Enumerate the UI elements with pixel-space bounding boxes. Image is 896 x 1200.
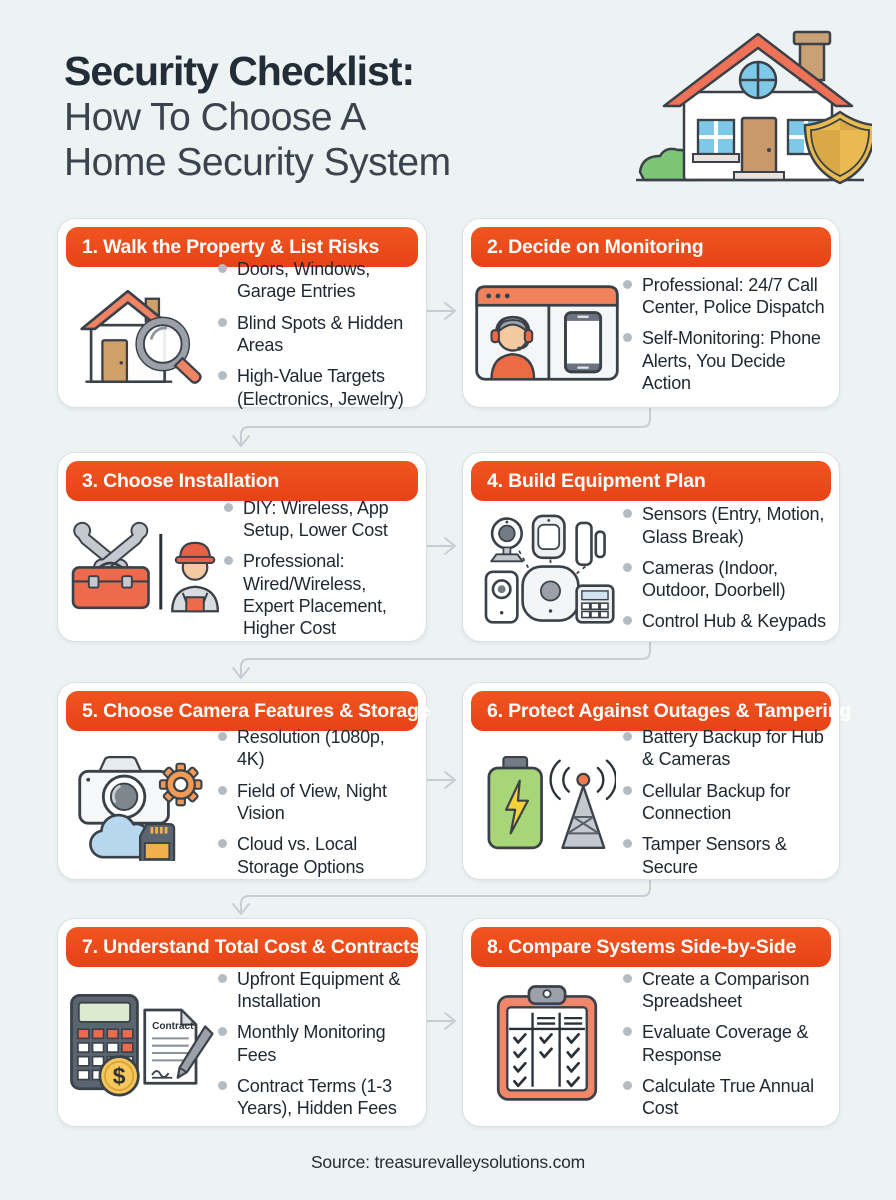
bullet-text: Doors, Windows, Garage Entries [237, 259, 371, 302]
bullet-text: Tamper Sensors & Secure [642, 834, 787, 877]
bullet-text: Contract Terms (1-3 Years), Hidden Fees [237, 1075, 397, 1119]
svg-text:$: $ [112, 1062, 126, 1089]
page-title [64, 48, 451, 186]
list-item [623, 610, 827, 632]
list-item [623, 557, 827, 602]
bullet-text: Professional: Wired/Wireless, Expert Placement, Higher Cost [243, 551, 387, 639]
list-item [218, 365, 414, 410]
bullet-text: Resolution (1080p, 4K) [237, 727, 385, 770]
list-item [218, 780, 414, 825]
card-7-title: 7. Understand Total Cost & Contracts [82, 935, 421, 958]
title-line-1: Security Checklist: [64, 48, 415, 94]
list-item [218, 726, 414, 771]
card-6-bullets [623, 726, 831, 878]
list-item [623, 726, 827, 771]
list-item [623, 1021, 827, 1066]
bullet-dot [218, 1081, 227, 1090]
battery-cell-tower-icon [471, 748, 623, 857]
bullet-dot [218, 371, 227, 380]
card-7-bullets [218, 968, 418, 1120]
bullet-text: Cellular Backup for Connection [642, 780, 791, 823]
step-card-7 [57, 918, 427, 1127]
list-item [218, 968, 414, 1013]
bullet-dot [623, 280, 632, 289]
list-item [218, 258, 414, 303]
monitoring-call-center-icon [471, 283, 623, 385]
card-2-header [471, 227, 831, 267]
title-line-3: Home Security System [64, 141, 451, 185]
title-line-2: How To Choose A [64, 95, 366, 139]
bullet-dot [218, 318, 227, 327]
bullet-text: Upfront Equipment & Installation [237, 968, 401, 1011]
step-card-4 [462, 452, 840, 642]
bullet-dot [623, 974, 632, 983]
bullet-text: Blind Spots & Hidden Areas [237, 312, 404, 355]
bullet-text: High-Value Targets (Electronics, Jewelry) [237, 366, 404, 409]
bullet-dot [623, 732, 632, 741]
card-5-title: 5. Choose Camera Features & Storage [82, 699, 430, 722]
card-6-title: 6. Protect Against Outages & Tampering [487, 699, 852, 722]
bullet-dot [623, 616, 632, 625]
bullet-dot [224, 556, 233, 565]
card-4-header [471, 461, 831, 501]
bullet-dot [218, 839, 227, 848]
bullet-text: Battery Backup for Hub & Cameras [642, 727, 824, 770]
bullet-dot [623, 1027, 632, 1036]
bullet-dot [623, 333, 632, 342]
bullet-text: Monthly Monitoring Fees [237, 1022, 386, 1065]
bullet-dot [623, 509, 632, 518]
card-5-bullets [218, 726, 418, 878]
card-4-title: 4. Build Equipment Plan [487, 469, 706, 492]
list-item [218, 312, 414, 357]
bullet-dot [623, 839, 632, 848]
card-3-header [66, 461, 418, 501]
bullet-dot [218, 786, 227, 795]
bullet-dot [218, 732, 227, 741]
bullet-text: Create a Comparison Spreadsheet [642, 968, 810, 1011]
svg-text:Contract: Contract [152, 1020, 194, 1032]
bullet-dot [218, 264, 227, 273]
card-7-header [66, 927, 421, 967]
bullet-text: Professional: 24/7 Call Center, Police Dispatch [642, 274, 825, 318]
card-8-bullets [623, 968, 831, 1120]
house-with-shield-illustration [622, 20, 872, 192]
card-2-title: 2. Decide on Monitoring [487, 235, 704, 258]
bullet-text: Field of View, Night Vision [237, 780, 387, 823]
bullet-dot [224, 503, 233, 512]
card-6-header [471, 691, 852, 731]
list-item [218, 1021, 414, 1066]
card-3-title: 3. Choose Installation [82, 469, 280, 492]
card-4-bullets [623, 503, 831, 633]
bullet-dot [623, 1081, 632, 1090]
card-8-header [471, 927, 831, 967]
security-devices-icon [471, 509, 623, 627]
card-1-bullets [218, 258, 418, 410]
step-card-6 [462, 682, 852, 880]
step-card-3 [57, 452, 427, 642]
source-credit: Source: treasurevalleysolutions.com [310, 1152, 586, 1172]
card-2-bullets [623, 274, 831, 395]
list-item [623, 274, 827, 319]
calculator-contract-icon [66, 988, 218, 1100]
bullet-dot [218, 974, 227, 983]
bullet-text: Cameras (Indoor, Outdoor, Doorbell) [642, 557, 786, 601]
card-5-header [66, 691, 430, 731]
list-item [623, 503, 827, 548]
card-1-title: 1. Walk the Property & List Risks [82, 235, 380, 258]
list-item [224, 497, 414, 542]
bullet-text: Self-Monitoring: Phone Alerts, You Decide Action [642, 328, 821, 393]
list-item [623, 833, 827, 878]
list-item [623, 1075, 827, 1120]
house-magnifier-icon [66, 278, 218, 389]
card-3-bullets [224, 497, 418, 640]
bullet-text: Calculate True Annual Cost [642, 1075, 814, 1119]
bullet-dot [218, 1027, 227, 1036]
bullet-text: Evaluate Coverage & Response [642, 1022, 809, 1065]
list-item [218, 833, 414, 878]
step-card-8 [462, 918, 840, 1127]
list-item [623, 780, 827, 825]
bullet-text: Cloud vs. Local Storage Options [237, 834, 365, 877]
step-card-2 [462, 218, 840, 408]
list-item [623, 968, 827, 1013]
bullet-text: Sensors (Entry, Motion, Glass Break) [642, 504, 825, 547]
list-item [623, 327, 827, 394]
comparison-clipboard-icon [471, 982, 623, 1105]
toolbox-technician-icon [66, 520, 224, 617]
camera-cloud-storage-icon [66, 743, 218, 862]
bullet-dot [623, 563, 632, 572]
list-item [218, 1075, 414, 1120]
step-card-1 [57, 218, 427, 408]
bullet-dot [623, 786, 632, 795]
card-8-title: 8. Compare Systems Side-by-Side [487, 935, 797, 958]
bullet-text: Control Hub & Keypads [642, 611, 826, 632]
bullet-text: DIY: Wireless, App Setup, Lower Cost [243, 497, 389, 540]
step-card-5 [57, 682, 430, 880]
list-item [224, 550, 414, 639]
